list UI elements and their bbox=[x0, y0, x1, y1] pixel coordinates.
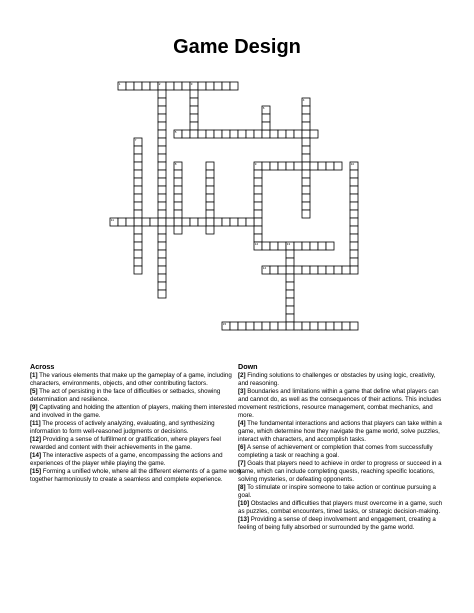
grid-cell[interactable] bbox=[190, 114, 198, 122]
grid-cell[interactable] bbox=[286, 274, 294, 282]
grid-cell[interactable] bbox=[270, 130, 278, 138]
grid-cell[interactable] bbox=[158, 194, 166, 202]
grid-cell[interactable] bbox=[174, 210, 182, 218]
grid-cell[interactable] bbox=[206, 186, 214, 194]
clue-number: 13 bbox=[286, 242, 291, 247]
across-clues bbox=[30, 362, 246, 484]
grid-cell[interactable] bbox=[302, 194, 310, 202]
grid-cell[interactable] bbox=[326, 162, 334, 170]
clue-text: Forming a unified whole, where all the different elements of a game work together harmoniously to create a seamless and complete experience. bbox=[30, 468, 242, 483]
grid-cell[interactable] bbox=[262, 122, 270, 130]
clue-index: [2] bbox=[238, 372, 246, 379]
grid-cell[interactable] bbox=[158, 98, 166, 106]
clue-number: 11 bbox=[110, 218, 114, 223]
grid-cell[interactable] bbox=[158, 290, 166, 298]
grid-cell[interactable] bbox=[134, 170, 142, 178]
grid-cell[interactable] bbox=[302, 170, 310, 178]
grid-cell[interactable] bbox=[166, 218, 174, 226]
grid-cell[interactable] bbox=[158, 266, 166, 274]
grid-cell[interactable] bbox=[270, 322, 278, 330]
grid-cell[interactable] bbox=[254, 194, 262, 202]
grid-cell[interactable] bbox=[158, 218, 166, 226]
grid-cell[interactable] bbox=[350, 178, 358, 186]
across-clue bbox=[30, 452, 246, 468]
clue-text: A sense of achievement or completion that comes from successfully completing a task or reaching a goal. bbox=[238, 444, 433, 459]
grid-cell[interactable] bbox=[158, 130, 166, 138]
clue-number: 4 bbox=[302, 98, 305, 103]
clue-text: Boundaries and limitations within a game that define what players can and cannot do, as well as the consequences of their actions. This includes movement restrictions, resource management, combat mechanics, and more. bbox=[238, 388, 442, 419]
grid-cell[interactable] bbox=[286, 290, 294, 298]
grid-cell[interactable] bbox=[342, 322, 350, 330]
clue-text: The fundamental interactions and actions that players can take within a game, which determine how they navigate the game world, solve puzzles, interact with characters, and accomplish tasks. bbox=[238, 420, 442, 443]
grid-cell[interactable] bbox=[350, 170, 358, 178]
clue-index: [8] bbox=[238, 484, 246, 491]
grid-cell[interactable] bbox=[182, 130, 190, 138]
grid-cell[interactable] bbox=[350, 250, 358, 258]
clue-index: [10] bbox=[238, 500, 250, 507]
across-clue bbox=[30, 468, 246, 484]
grid-cell[interactable] bbox=[286, 322, 294, 330]
clue-index: [5] bbox=[30, 388, 38, 395]
clue-text: To stimulate or inspire someone to take action or continue pursuing a goal. bbox=[238, 484, 436, 499]
grid-cell[interactable] bbox=[262, 242, 270, 250]
grid-cell[interactable] bbox=[286, 130, 294, 138]
grid-cell[interactable] bbox=[190, 90, 198, 98]
grid-cell[interactable] bbox=[278, 130, 286, 138]
grid-cell[interactable] bbox=[158, 202, 166, 210]
grid-cell[interactable] bbox=[350, 242, 358, 250]
grid-cell[interactable] bbox=[302, 106, 310, 114]
grid-cell[interactable] bbox=[286, 282, 294, 290]
grid-cell[interactable] bbox=[206, 194, 214, 202]
grid-cell[interactable] bbox=[302, 210, 310, 218]
grid-cell[interactable] bbox=[302, 154, 310, 162]
grid-cell[interactable] bbox=[302, 122, 310, 130]
grid-cell[interactable] bbox=[214, 218, 222, 226]
grid-cell[interactable] bbox=[174, 170, 182, 178]
down-clue bbox=[238, 372, 446, 388]
grid-cell[interactable] bbox=[206, 210, 214, 218]
grid-cell[interactable] bbox=[158, 250, 166, 258]
grid-cell[interactable] bbox=[158, 154, 166, 162]
clue-text: Obstacles and difficulties that players must overcome in a game, such as puzzles, combat encounters, timed tasks, or strategic decision-making. bbox=[238, 500, 443, 515]
grid-cell[interactable] bbox=[278, 162, 286, 170]
grid-cell[interactable] bbox=[254, 202, 262, 210]
grid-cell[interactable] bbox=[222, 82, 230, 90]
grid-cell[interactable] bbox=[158, 146, 166, 154]
grid-cell[interactable] bbox=[158, 274, 166, 282]
grid-cell[interactable] bbox=[150, 82, 158, 90]
grid-cell[interactable] bbox=[350, 202, 358, 210]
grid-cell[interactable] bbox=[310, 130, 318, 138]
clue-number: 8 bbox=[174, 162, 177, 167]
grid-cell[interactable] bbox=[294, 242, 302, 250]
grid-cell[interactable] bbox=[190, 122, 198, 130]
grid-cell[interactable] bbox=[198, 82, 206, 90]
grid-cell[interactable] bbox=[254, 170, 262, 178]
across-clue bbox=[30, 436, 246, 452]
clue-index: [14] bbox=[30, 452, 42, 459]
clue-text: The interactive aspects of a game, encompassing the actions and experiences of the player while playing the game. bbox=[30, 452, 223, 467]
grid-cell[interactable] bbox=[206, 218, 214, 226]
grid-cell[interactable] bbox=[230, 322, 238, 330]
grid-cell[interactable] bbox=[302, 146, 310, 154]
grid-cell[interactable] bbox=[126, 82, 134, 90]
grid-cell[interactable] bbox=[350, 266, 358, 274]
grid-cell[interactable] bbox=[286, 266, 294, 274]
clue-number: 7 bbox=[134, 138, 137, 143]
grid-cell[interactable] bbox=[342, 266, 350, 274]
grid-cell[interactable] bbox=[238, 218, 246, 226]
clue-text: The process of actively analyzing, evaluating, and synthesizing information to form well-reasoned judgments or decisions. bbox=[30, 420, 215, 435]
grid-cell[interactable] bbox=[350, 234, 358, 242]
grid-cell[interactable] bbox=[222, 130, 230, 138]
clue-number: 14 bbox=[262, 266, 267, 271]
grid-cell[interactable] bbox=[350, 226, 358, 234]
clue-index: [12] bbox=[30, 436, 42, 443]
grid-cell[interactable] bbox=[254, 234, 262, 242]
grid-cell[interactable] bbox=[118, 218, 126, 226]
grid-cell[interactable] bbox=[166, 82, 174, 90]
grid-cell[interactable] bbox=[238, 130, 246, 138]
grid-cell[interactable] bbox=[350, 258, 358, 266]
grid-cell[interactable] bbox=[158, 178, 166, 186]
clue-number: 5 bbox=[174, 130, 177, 135]
grid-cell[interactable] bbox=[318, 162, 326, 170]
grid-cell[interactable] bbox=[302, 202, 310, 210]
clue-number: 12 bbox=[254, 242, 259, 247]
across-clue-list bbox=[30, 372, 246, 484]
grid-cell[interactable] bbox=[134, 242, 142, 250]
grid-cell[interactable] bbox=[318, 322, 326, 330]
clue-text: Providing a sense of fulfillment or gratification, where players feel rewarded and content with their achievements in the game. bbox=[30, 436, 221, 451]
grid-cell[interactable] bbox=[326, 242, 334, 250]
grid-cell[interactable] bbox=[182, 218, 190, 226]
grid-cell[interactable] bbox=[254, 210, 262, 218]
grid-cell[interactable] bbox=[134, 250, 142, 258]
grid-cell[interactable] bbox=[350, 186, 358, 194]
grid-cell[interactable] bbox=[334, 266, 342, 274]
grid-cell[interactable] bbox=[246, 322, 254, 330]
grid-cell[interactable] bbox=[302, 130, 310, 138]
grid-cell[interactable] bbox=[310, 322, 318, 330]
clue-index: [11] bbox=[30, 420, 41, 427]
down-clue bbox=[238, 484, 446, 500]
grid-cell[interactable] bbox=[310, 266, 318, 274]
grid-cell[interactable] bbox=[270, 242, 278, 250]
grid-cell[interactable] bbox=[134, 186, 142, 194]
grid-cell[interactable] bbox=[246, 218, 254, 226]
across-clue bbox=[30, 404, 246, 420]
grid-cell[interactable] bbox=[190, 130, 198, 138]
grid-cell[interactable] bbox=[270, 162, 278, 170]
grid-cell[interactable] bbox=[254, 186, 262, 194]
grid-cell[interactable] bbox=[278, 242, 286, 250]
grid-cell[interactable] bbox=[206, 202, 214, 210]
grid-cell[interactable] bbox=[302, 178, 310, 186]
grid-cell[interactable] bbox=[158, 170, 166, 178]
clue-text: Providing a sense of deep involvement and engagement, creating a feeling of being fully absorbed or surrounded by the game world. bbox=[238, 516, 436, 531]
grid-cell[interactable] bbox=[134, 210, 142, 218]
grid-cell[interactable] bbox=[134, 234, 142, 242]
grid-cell[interactable] bbox=[302, 138, 310, 146]
down-clue bbox=[238, 388, 446, 420]
grid-cell[interactable] bbox=[246, 130, 254, 138]
grid-cell[interactable] bbox=[174, 186, 182, 194]
grid-cell[interactable] bbox=[286, 298, 294, 306]
grid-cell[interactable] bbox=[254, 130, 262, 138]
clue-text: The act of persisting in the face of difficulties or setbacks, showing determination and resilience. bbox=[30, 388, 221, 403]
grid-cell[interactable] bbox=[294, 322, 302, 330]
grid-cell[interactable] bbox=[158, 122, 166, 130]
down-clues bbox=[238, 362, 446, 532]
grid-cell[interactable] bbox=[134, 226, 142, 234]
grid-cell[interactable] bbox=[286, 250, 294, 258]
clue-number: 10 bbox=[350, 162, 355, 167]
grid-cell[interactable] bbox=[158, 282, 166, 290]
grid-cell[interactable] bbox=[230, 218, 238, 226]
grid-cell[interactable] bbox=[134, 218, 142, 226]
grid-cell[interactable] bbox=[206, 82, 214, 90]
down-clue bbox=[238, 460, 446, 484]
grid-cell[interactable] bbox=[174, 82, 182, 90]
down-clue bbox=[238, 516, 446, 532]
grid-cell[interactable] bbox=[254, 226, 262, 234]
grid-cell[interactable] bbox=[302, 242, 310, 250]
grid-cell[interactable] bbox=[310, 162, 318, 170]
grid-cell[interactable] bbox=[134, 194, 142, 202]
clue-number: 15 bbox=[222, 322, 227, 327]
grid-cell[interactable] bbox=[214, 82, 222, 90]
grid-cell[interactable] bbox=[158, 138, 166, 146]
grid-cell[interactable] bbox=[134, 82, 142, 90]
grid-cell[interactable] bbox=[222, 218, 230, 226]
grid-cell[interactable] bbox=[158, 234, 166, 242]
grid-cell[interactable] bbox=[286, 314, 294, 322]
clue-text: The various elements that make up the gameplay of a game, including characters, environments, objects, and other contributing factors. bbox=[30, 372, 232, 387]
grid-cell[interactable] bbox=[254, 218, 262, 226]
grid-cell[interactable] bbox=[294, 266, 302, 274]
down-clue bbox=[238, 500, 446, 516]
grid-cell[interactable] bbox=[238, 322, 246, 330]
grid-cell[interactable] bbox=[190, 106, 198, 114]
grid-cell[interactable] bbox=[230, 130, 238, 138]
grid-cell[interactable] bbox=[326, 322, 334, 330]
grid-cell[interactable] bbox=[326, 266, 334, 274]
grid-cell[interactable] bbox=[198, 218, 206, 226]
grid-cell[interactable] bbox=[302, 162, 310, 170]
grid-cell[interactable] bbox=[230, 82, 238, 90]
clue-number: 9 bbox=[254, 162, 257, 167]
grid-cell[interactable] bbox=[158, 114, 166, 122]
grid-cell[interactable] bbox=[350, 210, 358, 218]
grid-cell[interactable] bbox=[302, 114, 310, 122]
grid-cell[interactable] bbox=[158, 226, 166, 234]
grid-cell[interactable] bbox=[174, 218, 182, 226]
grid-cell[interactable] bbox=[262, 162, 270, 170]
grid-cell[interactable] bbox=[262, 322, 270, 330]
clue-index: [9] bbox=[30, 404, 38, 411]
grid-cell[interactable] bbox=[190, 218, 198, 226]
grid-cell[interactable] bbox=[254, 322, 262, 330]
grid-cell[interactable] bbox=[190, 98, 198, 106]
grid-cell[interactable] bbox=[206, 170, 214, 178]
grid-cell[interactable] bbox=[254, 178, 262, 186]
grid-cell[interactable] bbox=[134, 162, 142, 170]
grid-cell[interactable] bbox=[158, 242, 166, 250]
page-title: Game Design bbox=[173, 36, 301, 58]
clue-text: Finding solutions to challenges or obstacles by using logic, creativity, and reasoning. bbox=[238, 372, 436, 387]
grid-cell[interactable] bbox=[174, 202, 182, 210]
grid-cell[interactable] bbox=[134, 202, 142, 210]
grid-cell[interactable] bbox=[174, 226, 182, 234]
grid-cell[interactable] bbox=[174, 178, 182, 186]
grid-cell[interactable] bbox=[142, 82, 150, 90]
across-clue bbox=[30, 388, 246, 404]
grid-cell[interactable] bbox=[206, 130, 214, 138]
grid-cell[interactable] bbox=[214, 130, 222, 138]
grid-cell[interactable] bbox=[206, 162, 214, 170]
clue-number: 3 bbox=[190, 82, 193, 87]
clue-index: [4] bbox=[238, 420, 246, 427]
grid-cell[interactable] bbox=[158, 162, 166, 170]
grid-cell[interactable] bbox=[278, 266, 286, 274]
grid-cell[interactable] bbox=[286, 258, 294, 266]
grid-cell[interactable] bbox=[206, 178, 214, 186]
grid-cell[interactable] bbox=[286, 306, 294, 314]
grid-cell[interactable] bbox=[174, 194, 182, 202]
clue-index: [15] bbox=[30, 468, 42, 475]
grid-cell[interactable] bbox=[150, 218, 158, 226]
grid-cell[interactable] bbox=[158, 210, 166, 218]
grid-cell[interactable] bbox=[350, 194, 358, 202]
clue-index: [1] bbox=[30, 372, 38, 379]
grid-cell[interactable] bbox=[134, 154, 142, 162]
down-clue bbox=[238, 420, 446, 444]
grid-cell[interactable] bbox=[262, 114, 270, 122]
grid-cell[interactable] bbox=[294, 130, 302, 138]
clue-index: [6] bbox=[238, 444, 246, 451]
grid-cell[interactable] bbox=[294, 162, 302, 170]
clue-index: [7] bbox=[238, 460, 246, 467]
grid-cell[interactable] bbox=[302, 186, 310, 194]
grid-cell[interactable] bbox=[182, 82, 190, 90]
across-clue bbox=[30, 372, 246, 388]
grid-cell[interactable] bbox=[134, 266, 142, 274]
grid-cell[interactable] bbox=[302, 266, 310, 274]
down-clue bbox=[238, 444, 446, 460]
clue-text: Goals that players need to achieve in order to progress or succeed in a game, which can include completing quests, reaching specific locations, solving mysteries, or defeating opponents. bbox=[238, 460, 442, 483]
clue-number: 2 bbox=[158, 82, 161, 87]
grid-cell[interactable] bbox=[134, 258, 142, 266]
clue-number: 6 bbox=[262, 106, 265, 111]
grid-cell[interactable] bbox=[158, 90, 166, 98]
grid-cell[interactable] bbox=[318, 266, 326, 274]
grid-cell[interactable] bbox=[158, 258, 166, 266]
grid-cell[interactable] bbox=[142, 218, 150, 226]
grid-cell[interactable] bbox=[310, 242, 318, 250]
grid-cell[interactable] bbox=[302, 322, 310, 330]
grid-cell[interactable] bbox=[262, 130, 270, 138]
grid-cell[interactable] bbox=[206, 226, 214, 234]
grid-cell[interactable] bbox=[158, 186, 166, 194]
grid-cell[interactable] bbox=[286, 162, 294, 170]
grid-cell[interactable] bbox=[318, 242, 326, 250]
grid-cell[interactable] bbox=[350, 218, 358, 226]
clue-index: [3] bbox=[238, 388, 246, 395]
grid-cell[interactable] bbox=[334, 162, 342, 170]
grid-cell[interactable] bbox=[278, 322, 286, 330]
across-heading: Across bbox=[30, 362, 55, 371]
grid-cell[interactable] bbox=[134, 146, 142, 154]
down-clue-list bbox=[238, 372, 446, 532]
clue-text: Captivating and holding the attention of players, making them interested and involved in the game. bbox=[30, 404, 237, 419]
clue-number: 1 bbox=[118, 82, 121, 87]
grid-cell[interactable] bbox=[158, 106, 166, 114]
grid-cell[interactable] bbox=[198, 130, 206, 138]
clue-index: [13] bbox=[238, 516, 250, 523]
across-clue bbox=[30, 420, 246, 436]
grid-cell[interactable] bbox=[126, 218, 134, 226]
grid-cell[interactable] bbox=[270, 266, 278, 274]
grid-cell[interactable] bbox=[134, 178, 142, 186]
grid-cell[interactable] bbox=[334, 322, 342, 330]
down-heading: Down bbox=[238, 362, 258, 371]
grid-cell[interactable] bbox=[350, 322, 358, 330]
